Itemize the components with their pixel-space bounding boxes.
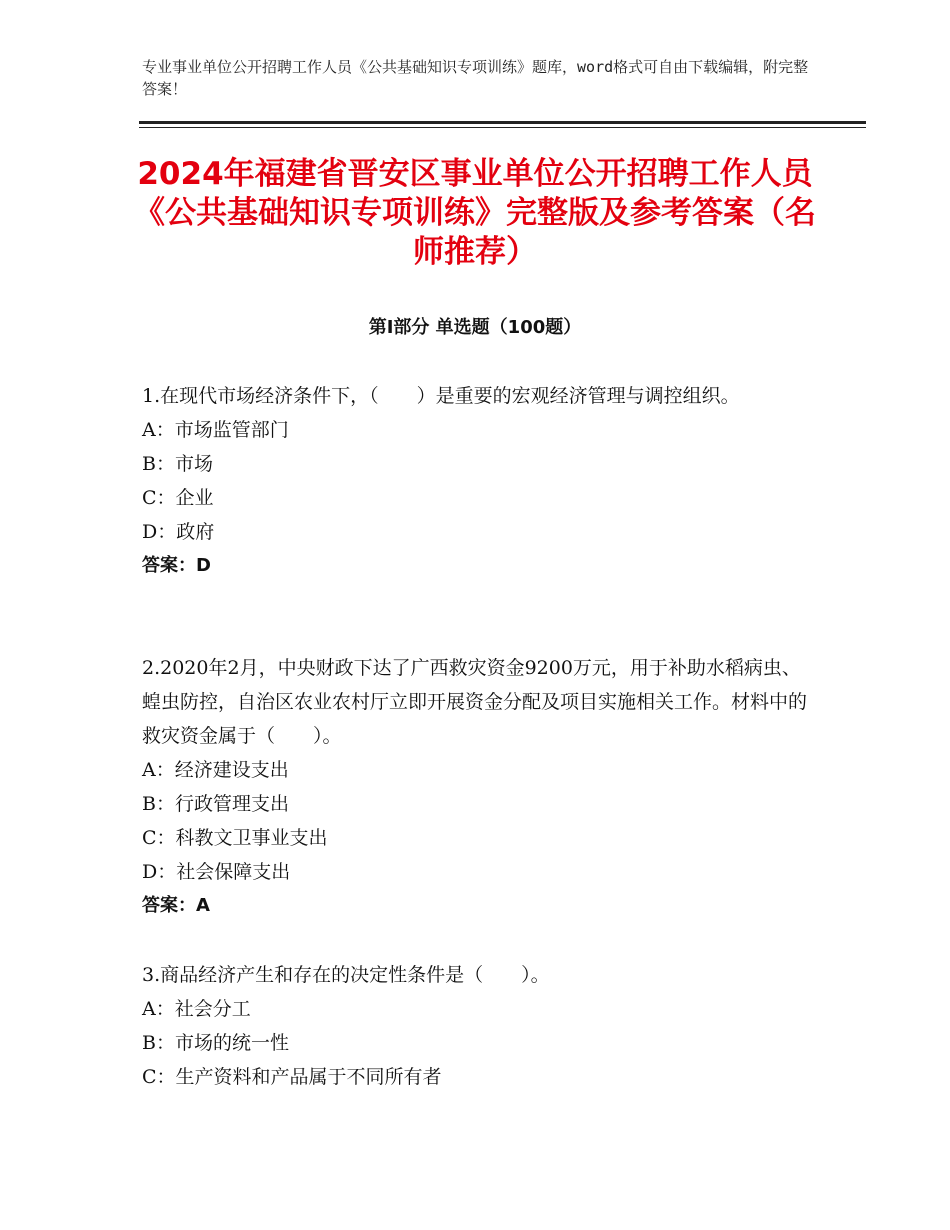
answer: 答案：A [142, 895, 210, 916]
question-stem: 1.在现代市场经济条件下，（ ）是重要的宏观经济管理与调控组织。 [142, 385, 740, 407]
document-title: 2024年福建省晋安区事业单位公开招聘工作人员《公共基础知识专项训练》完整版及参考答案（名师推荐） [134, 156, 816, 270]
option-b: B：市场的统一性 [142, 1032, 289, 1054]
header-rule-thin [139, 127, 866, 128]
question-stem: 3.商品经济产生和存在的决定性条件是（ ）。 [142, 964, 550, 986]
option-c: C：生产资料和产品属于不同所有者 [142, 1066, 442, 1088]
option-c: C：企业 [142, 487, 214, 509]
option-b: B：行政管理支出 [142, 793, 289, 815]
option-d: D：政府 [142, 521, 215, 543]
section-heading: 第Ⅰ部分 单选题（100题） [368, 317, 582, 338]
answer: 答案：D [142, 555, 211, 576]
option-c: C：科教文卫事业支出 [142, 827, 328, 849]
option-a: A：社会分工 [142, 998, 251, 1020]
question-1 [142, 379, 812, 583]
header-rule-thick [139, 121, 866, 124]
option-a: A：市场监管部门 [142, 419, 289, 441]
option-b: B：市场 [142, 453, 213, 475]
option-d: D：社会保障支出 [142, 861, 291, 883]
question-stem: 2.2020年2月，中央财政下达了广西救灾资金9200万元，用于补助水稻病虫、蝗虫防控，自治区农业农村厅立即开展资金分配及项目实施相关工作。材料中的救灾资金属于（ ）。 [142, 657, 808, 747]
option-a: A：经济建设支出 [142, 759, 289, 781]
header-note: 专业事业单位公开招聘工作人员《公共基础知识专项训练》题库，word格式可自由下载编辑，附完整答案！ [142, 58, 809, 98]
question-3 [142, 958, 812, 1094]
question-2 [142, 651, 812, 923]
